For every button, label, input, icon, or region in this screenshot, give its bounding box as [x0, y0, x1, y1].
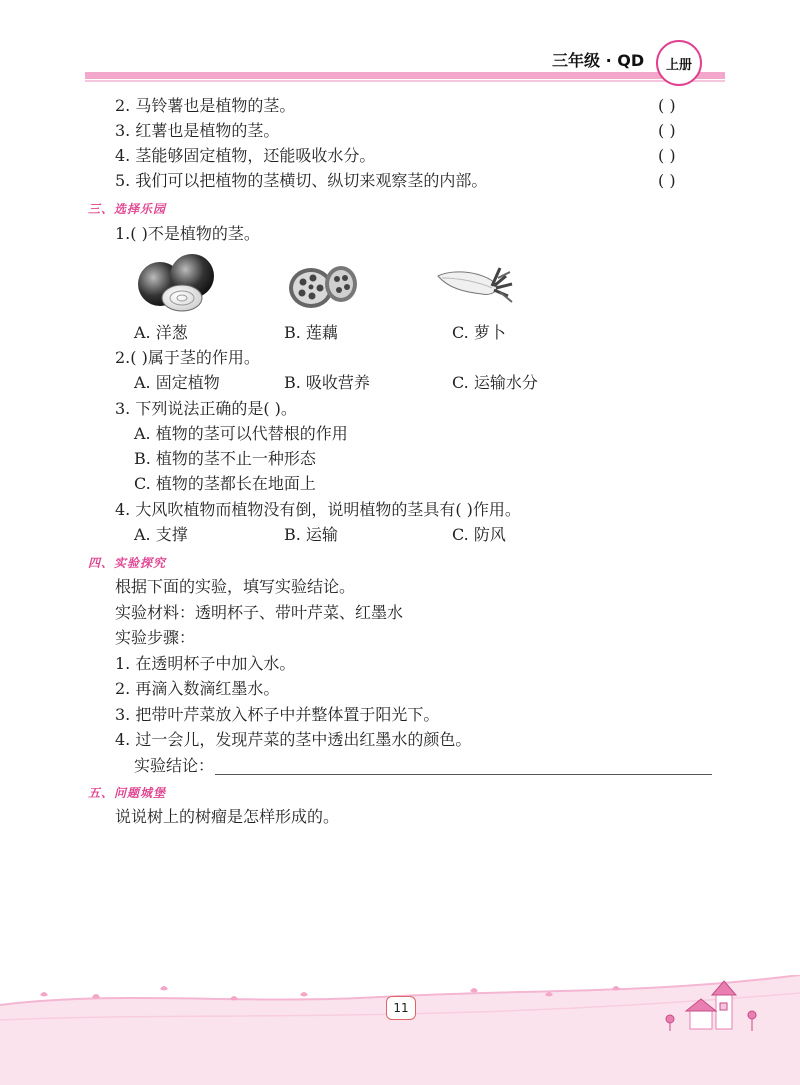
answer-paren-3[interactable]: ( ) — [658, 121, 676, 140]
q1-stem: 1.( )不是植物的茎。 — [115, 224, 260, 243]
answer-paren-2[interactable]: ( ) — [658, 96, 676, 115]
volume-badge: 上册 — [656, 40, 702, 86]
experiment-step-4: 4. 过一会儿，发现芹菜的茎中透出红墨水的颜色。 — [115, 730, 472, 749]
conclusion-label: 实验结论： — [134, 756, 215, 775]
radish-image — [434, 258, 514, 308]
experiment-step-3: 3. 把带叶芹菜放入杯子中并整体置于阳光下。 — [115, 705, 440, 724]
q4-option-a[interactable]: A. 支撑 — [134, 525, 188, 544]
header-band-line — [85, 80, 725, 82]
onion-image — [132, 252, 217, 314]
section-3-title: 三、选择乐园 — [88, 202, 167, 216]
footer-wave-decoration — [0, 975, 800, 1085]
answer-paren-4[interactable]: ( ) — [658, 146, 676, 165]
experiment-step-2: 2. 再滴入数滴红墨水。 — [115, 679, 280, 698]
section-5-title: 五、问题城堡 — [88, 786, 167, 800]
experiment-step-1: 1. 在透明杯子中加入水。 — [115, 654, 296, 673]
q2-option-c[interactable]: C. 运输水分 — [452, 373, 538, 392]
q3-stem: 3. 下列说法正确的是( )。 — [115, 399, 297, 418]
answer-paren-5[interactable]: ( ) — [658, 171, 676, 190]
judge-item-4: 4. 茎能够固定植物，还能吸收水分。 — [115, 146, 376, 165]
section-4-title: 四、实验探究 — [88, 556, 167, 570]
conclusion-answer-line[interactable] — [215, 774, 712, 775]
experiment-materials: 实验材料：透明杯子、带叶芹菜、红墨水 — [115, 603, 404, 622]
grade-title: 三年级 · QD — [552, 51, 645, 70]
q4-option-b[interactable]: B. 运输 — [284, 525, 338, 544]
q4-stem: 4. 大风吹植物而植物没有倒，说明植物的茎具有( )作用。 — [115, 500, 521, 519]
answer-area[interactable] — [115, 835, 715, 965]
judge-item-3: 3. 红薯也是植物的茎。 — [115, 121, 280, 140]
q1-option-c[interactable]: C. 萝卜 — [452, 323, 506, 342]
q3-option-a[interactable]: A. 植物的茎可以代替根的作用 — [134, 424, 348, 443]
experiment-steps-title: 实验步骤： — [115, 628, 196, 647]
q2-option-a[interactable]: A. 固定植物 — [134, 373, 220, 392]
q1-option-a[interactable]: A. 洋葱 — [134, 323, 188, 342]
lotus-root-image — [285, 256, 360, 312]
judge-item-2: 2. 马铃薯也是植物的茎。 — [115, 96, 296, 115]
judge-item-5: 5. 我们可以把植物的茎横切、纵切来观察茎的内部。 — [115, 171, 488, 190]
q3-option-b[interactable]: B. 植物的茎不止一种形态 — [134, 449, 316, 468]
q4-option-c[interactable]: C. 防风 — [452, 525, 506, 544]
q3-option-c[interactable]: C. 植物的茎都长在地面上 — [134, 474, 316, 493]
question-text: 说说树上的树瘤是怎样形成的。 — [115, 807, 340, 826]
header-band — [85, 72, 725, 79]
experiment-intro: 根据下面的实验，填写实验结论。 — [115, 577, 356, 596]
q2-option-b[interactable]: B. 吸收营养 — [284, 373, 370, 392]
q1-option-b[interactable]: B. 莲藕 — [284, 323, 338, 342]
page-number: 11 — [386, 996, 416, 1020]
q2-stem: 2.( )属于茎的作用。 — [115, 348, 260, 367]
